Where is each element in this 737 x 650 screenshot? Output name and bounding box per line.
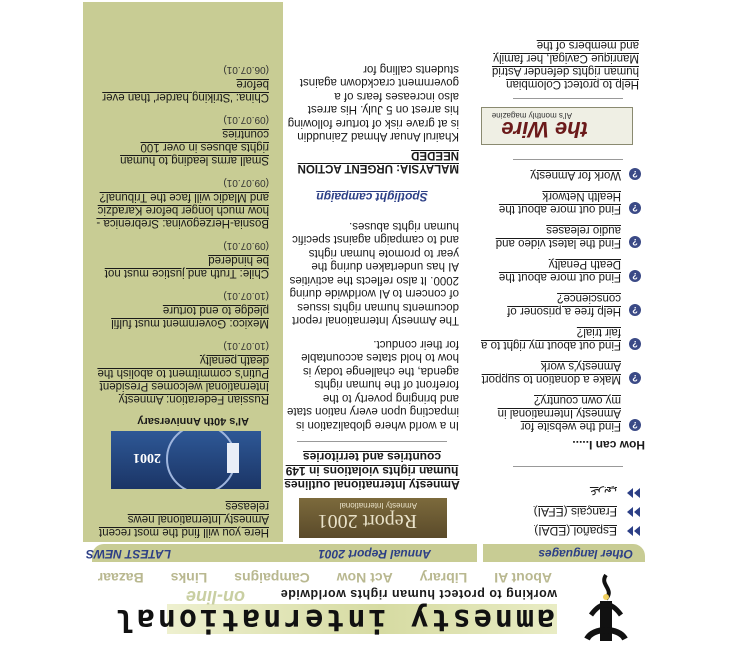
question-icon: ? (629, 419, 641, 431)
divider (297, 441, 447, 442)
how-item[interactable]: ? Help free a prisoner of conscience? (475, 291, 645, 317)
online-tag: on-line (186, 587, 245, 607)
lang-label: عربي (589, 486, 617, 500)
how-item[interactable]: ? Find out more about the Health Network (475, 189, 645, 215)
news-item[interactable]: Small arms leading to human rights abuses in over 100 countries (09.07.01) (120, 114, 269, 166)
news-item[interactable]: China: 'Striking harder' than ever before (06.07.01) (102, 64, 269, 103)
bar-latest-news-label[interactable]: LATEST NEWS (85, 547, 171, 561)
how-item[interactable]: ? Work for Amnesty (475, 168, 645, 181)
how-item[interactable]: ? Make a donation to support Amnesty's work (475, 359, 645, 385)
left-column (475, 2, 645, 542)
news-intro[interactable]: Here you will find the most recent Amnesty International news releases (98, 500, 269, 538)
magazine-subtitle: AI's monthly magazine (491, 111, 572, 120)
nav-bazaar[interactable]: Bazaar (97, 570, 144, 586)
nav-library[interactable]: Library (419, 570, 468, 586)
divider (513, 466, 623, 467)
nav-links[interactable]: Links (170, 570, 208, 586)
question-icon: ? (629, 372, 641, 384)
double-arrow-icon (625, 525, 641, 537)
how-item[interactable]: ? Find the latest video and audio releases (475, 223, 645, 249)
urgent-action-text: Khairul Anuar Ahmad Zainuddin is at grave risk of torture following his arrest on 5 July. His arrest also increases fears of a government crackdown against students calling for (287, 63, 459, 143)
spotlight-campaign-heading[interactable]: Spotlight campaign (316, 190, 428, 205)
magazine-title: the Wire (501, 117, 588, 142)
lang-item-francais[interactable] (475, 504, 645, 520)
question-icon: ? (629, 168, 641, 180)
news-item[interactable]: Mexico: Government must fulfil pledge to end torture (10.07.01) (111, 290, 269, 329)
nav-campaigns[interactable]: Campaigns (234, 570, 310, 586)
how-item[interactable]: ? Find out about my right to a fair trial? (475, 325, 645, 351)
question-icon: ? (629, 304, 641, 316)
bar-other-languages (483, 544, 645, 562)
anniversary-image[interactable] (111, 431, 261, 489)
news-item[interactable]: Russian Federation: Amnesty International welcomes President Putin's commitment to abolish the death penalty (10.07.01) (97, 340, 269, 405)
lang-label: Français (EFAI) (533, 505, 617, 519)
lang-item-arabic[interactable] (475, 485, 645, 501)
annual-report-headline[interactable]: Amnesty International outlines human rights violations in 149 countries and territories (284, 450, 460, 492)
question-icon: ? (629, 338, 641, 350)
wordmark-text: amnesty international (112, 602, 555, 637)
help-colombia-link[interactable]: Help to protect Colombian human rights defender Astrid Manrique Cavigal, her family and members of the (491, 39, 639, 90)
right-column-latest-news (83, 2, 283, 542)
how-item[interactable]: ? Find the website for Amnesty International in my own country? (475, 393, 645, 432)
bar-latest-news (85, 544, 287, 562)
annual-report-image[interactable] (299, 498, 447, 538)
lang-label: Español (EDAI) (534, 524, 617, 538)
image-year: 2001 (133, 450, 161, 465)
top-nav (71, 570, 552, 586)
annual-report-para-2: The Amnesty International report documents human rights issues of concern to AI worldwide during 2000. It also reflects the activities AI has undertaken during the year to promote human rights and to campaign against specific human rights abuses. (289, 220, 459, 327)
report-image-subtitle: Amnesty International (339, 501, 417, 510)
news-item[interactable]: Bosnia-Herzegovina: Srebrenica - how much longer before Karadzic and Mladic will face the Tribunal? (09.07.01) (96, 177, 269, 229)
how-can-i-heading: How can I..... (572, 438, 645, 452)
bar-annual-report-label[interactable]: Annual Report 2001 (318, 547, 431, 561)
divider (513, 98, 623, 99)
report-image-title: Report 2001 (317, 510, 417, 532)
image-caption: AI's 40th Anniversary (137, 415, 249, 427)
news-item[interactable]: Chile: Truth and justice must not be hindered (09.07.01) (104, 240, 269, 279)
middle-column (277, 2, 467, 542)
lang-item-espanol[interactable] (475, 523, 645, 539)
double-arrow-icon (625, 487, 641, 499)
how-item[interactable]: ? Find out more about the Death Penalty (475, 257, 645, 283)
nav-act-now[interactable]: Act Now (336, 570, 393, 586)
candle-logo-icon[interactable] (583, 573, 629, 645)
wire-magazine-banner[interactable] (481, 107, 633, 145)
question-icon: ? (629, 202, 641, 214)
nav-about[interactable]: About AI (494, 570, 552, 586)
tagline: working to protect human rights worldwide (280, 587, 557, 601)
question-icon: ? (629, 270, 641, 282)
bar-other-languages-label: Other languages (538, 547, 633, 561)
annual-report-para-1: In a world where globalization is impacting upon every nation state and bringing poverty to the forefront of the human rights agenda, the challenge today is how to hold states accountable for their conduct. (287, 338, 459, 431)
urgent-action-title[interactable]: MALAYSIA: URGENT ACTION NEEDED (297, 149, 459, 175)
divider (513, 159, 623, 160)
question-icon: ? (629, 236, 641, 248)
double-arrow-icon (625, 506, 641, 518)
bar-annual-report (287, 544, 477, 562)
